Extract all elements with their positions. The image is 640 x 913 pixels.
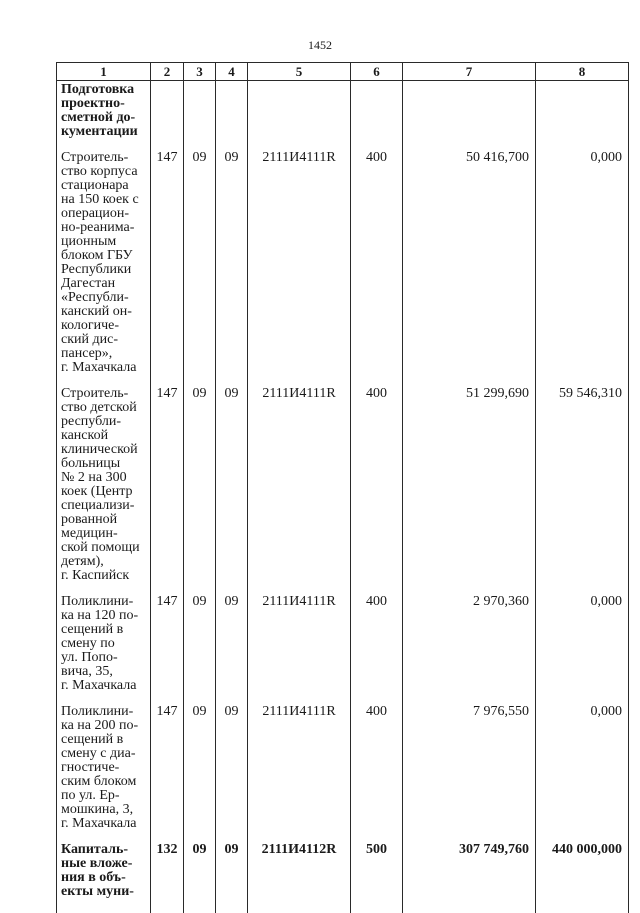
row-col-5 (248, 81, 351, 140)
header-col-5: 5 (248, 63, 351, 81)
row-name-cell (57, 831, 151, 913)
row-col-5: 2111И4111R (248, 139, 351, 375)
row-col-7: 307 749,760 (403, 831, 536, 913)
row-col-8 (536, 81, 629, 140)
row-name-line: ским блоком (61, 775, 148, 789)
row-col-8: 440 000,000 (536, 831, 629, 913)
row-name-line: детям), (61, 555, 148, 569)
row-name-line: ский дис- (61, 333, 148, 347)
row-col-8: 59 546,310 (536, 375, 629, 583)
row-name-line: г. Махачкала (61, 679, 148, 693)
row-name-line: операцион- (61, 207, 148, 221)
row-name-line: рованной (61, 513, 148, 527)
row-col-6: 400 (351, 583, 403, 693)
row-name-line: Поликлини- (61, 705, 148, 719)
row-name-line: ской помощи (61, 541, 148, 555)
row-name-line: ные вложе- (61, 857, 148, 871)
row-name-line: ул. Попо- (61, 651, 148, 665)
header-col-7: 7 (403, 63, 536, 81)
row-name-line: блоком ГБУ (61, 249, 148, 263)
row-col-3: 09 (184, 139, 216, 375)
row-name-line: Республики (61, 263, 148, 277)
row-name-line: смену по (61, 637, 148, 651)
row-name-line: сещений в (61, 733, 148, 747)
row-col-6: 400 (351, 375, 403, 583)
row-name-line: ния в объ- (61, 871, 148, 885)
row-name-line: г. Махачкала (61, 361, 148, 375)
header-col-4: 4 (216, 63, 248, 81)
row-col-3: 09 (184, 831, 216, 913)
row-name-line: кологиче- (61, 319, 148, 333)
row-name-line: № 2 на 300 (61, 471, 148, 485)
table-row (57, 139, 629, 375)
row-col-8: 0,000 (536, 693, 629, 831)
header-col-2: 2 (151, 63, 184, 81)
row-name-line: клинической (61, 443, 148, 457)
row-col-4: 09 (216, 375, 248, 583)
row-name-line: мошкина, 3, (61, 803, 148, 817)
header-col-3: 3 (184, 63, 216, 81)
row-name-line: республи- (61, 415, 148, 429)
table-row (57, 831, 629, 913)
row-name-line: проектно- (61, 97, 148, 111)
header-col-1: 1 (57, 63, 151, 81)
row-col-4 (216, 81, 248, 140)
row-name-line: Дагестан (61, 277, 148, 291)
row-col-2: 147 (151, 693, 184, 831)
row-col-3: 09 (184, 375, 216, 583)
row-col-2: 147 (151, 583, 184, 693)
row-name-line: гностиче- (61, 761, 148, 775)
row-col-5: 2111И4111R (248, 583, 351, 693)
row-name-line: специализи- (61, 499, 148, 513)
row-col-2: 147 (151, 375, 184, 583)
header-row (57, 63, 629, 81)
row-col-7: 50 416,700 (403, 139, 536, 375)
row-name-line: на 150 коек с (61, 193, 148, 207)
row-col-6 (351, 81, 403, 140)
row-name-line: больницы (61, 457, 148, 471)
table-row (57, 583, 629, 693)
row-name-line: екты муни- (61, 885, 148, 899)
row-col-8: 0,000 (536, 583, 629, 693)
row-name-line: пансер», (61, 347, 148, 361)
row-col-2: 147 (151, 139, 184, 375)
table-row (57, 693, 629, 831)
row-name-line: стационара (61, 179, 148, 193)
row-name-cell (57, 81, 151, 140)
row-col-7: 7 976,550 (403, 693, 536, 831)
page-number: 1452 (0, 38, 640, 53)
row-col-2: 132 (151, 831, 184, 913)
row-col-6: 400 (351, 693, 403, 831)
row-name-cell (57, 139, 151, 375)
row-name-line: вича, 35, (61, 665, 148, 679)
row-name-line: кументации (61, 125, 148, 139)
row-col-4: 09 (216, 583, 248, 693)
row-name-line: канский он- (61, 305, 148, 319)
row-name-line: канской (61, 429, 148, 443)
row-name-line: Строитель- (61, 387, 148, 401)
row-col-5: 2111И4112R (248, 831, 351, 913)
row-col-4: 09 (216, 831, 248, 913)
row-name-line: но-реанима- (61, 221, 148, 235)
row-name-line: Капиталь- (61, 843, 148, 857)
row-name-line: сещений в (61, 623, 148, 637)
row-col-8: 0,000 (536, 139, 629, 375)
table-body (57, 81, 629, 913)
row-col-5: 2111И4111R (248, 375, 351, 583)
row-col-7: 2 970,360 (403, 583, 536, 693)
row-col-4: 09 (216, 139, 248, 375)
row-name-line: смену с диа- (61, 747, 148, 761)
row-name-line: ка на 200 по- (61, 719, 148, 733)
row-name-line: г. Каспийск (61, 569, 148, 583)
header-col-8: 8 (536, 63, 629, 81)
budget-table-container (56, 62, 628, 846)
row-col-2 (151, 81, 184, 140)
row-name-cell (57, 583, 151, 693)
row-name-line: «Республи- (61, 291, 148, 305)
row-name-cell (57, 693, 151, 831)
row-name-line: медицин- (61, 527, 148, 541)
row-name-line: Подготовка (61, 83, 148, 97)
row-name-line: ционным (61, 235, 148, 249)
row-name-line: ство корпуса (61, 165, 148, 179)
row-col-3: 09 (184, 693, 216, 831)
row-col-3: 09 (184, 583, 216, 693)
budget-table (56, 62, 629, 913)
row-col-7: 51 299,690 (403, 375, 536, 583)
row-name-line: ство детской (61, 401, 148, 415)
row-col-6: 400 (351, 139, 403, 375)
row-name-line: г. Махачкала (61, 817, 148, 831)
row-name-line: по ул. Ер- (61, 789, 148, 803)
table-row (57, 81, 629, 140)
row-name-line: Строитель- (61, 151, 148, 165)
row-name-line: коек (Центр (61, 485, 148, 499)
row-col-7 (403, 81, 536, 140)
row-name-line: Поликлини- (61, 595, 148, 609)
row-name-cell (57, 375, 151, 583)
row-col-4: 09 (216, 693, 248, 831)
row-name-line: сметной до- (61, 111, 148, 125)
header-col-6: 6 (351, 63, 403, 81)
table-row (57, 375, 629, 583)
row-col-6: 500 (351, 831, 403, 913)
row-col-3 (184, 81, 216, 140)
row-name-line: ка на 120 по- (61, 609, 148, 623)
row-col-5: 2111И4111R (248, 693, 351, 831)
